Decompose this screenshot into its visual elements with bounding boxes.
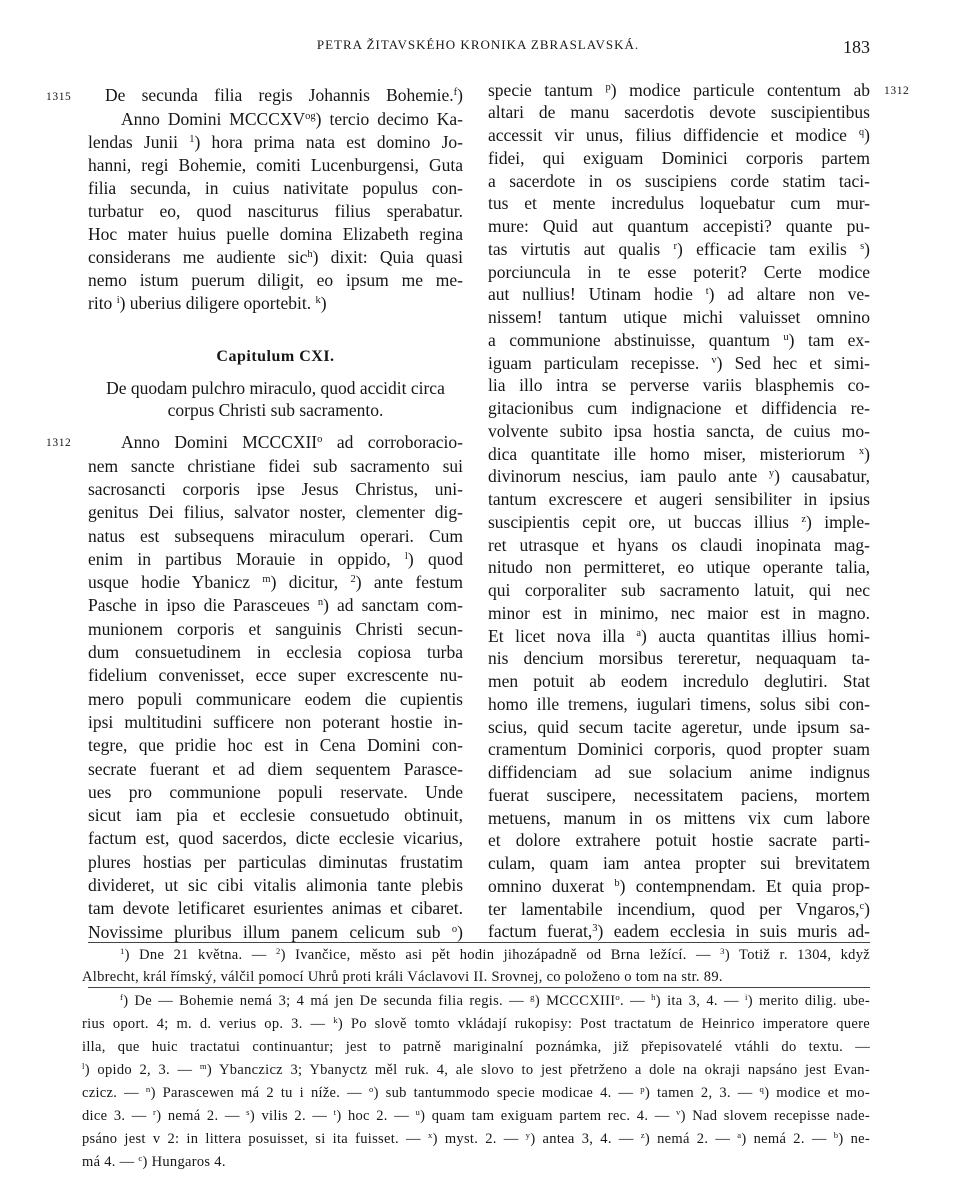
text-line: Pasche in ipso die Parasceues $^n$) ad sanctam com- xyxy=(88,595,463,616)
text-line: lendas Junii $^1$) hora prima nata est domino Jo- xyxy=(88,131,463,152)
margin-year: 1312 xyxy=(884,85,910,97)
text-line: ret utrasque et hyans os claudi inopinata mag- xyxy=(488,534,870,555)
footnote-marker: 1 xyxy=(120,946,125,957)
text-line: tas virtutis aut qualis $^r$) efficacie tam exilis $^s$) xyxy=(488,238,870,259)
footnote-marker: 2 xyxy=(275,946,281,957)
footnote-marker: q xyxy=(759,1083,765,1094)
footnote-line: $^f$) De — Bohemie nemá 3; 4 má jen De secunda filia regis. — $^g$) MCCCXIII$^o$. — $^h$) ita 3, 4. — $^i$) merito dilig. ube- xyxy=(120,991,870,1009)
footnote-divider xyxy=(88,987,870,988)
subtitle-line: De quodam pulchro miraculo, quod accidit circa xyxy=(106,378,445,398)
footnote-marker: 3 xyxy=(592,923,598,935)
text-line: diffidenciam ad sue solacium anime indignus xyxy=(488,762,870,783)
text-line: scius, quid secum tacite ageretur, unde ipsum sa- xyxy=(488,716,870,737)
footnote-marker: f xyxy=(453,87,458,99)
footnote-marker: 1 xyxy=(189,133,195,145)
text-line: sacrosancti corporis ipse Jesus Christus, uni- xyxy=(88,478,463,499)
text-line: Et licet nova illa $^a$) aucta quantitas illius homi- xyxy=(488,625,871,646)
text-line: cramentum Dominici corporis, quod propter suam xyxy=(488,739,870,760)
footnote-marker: a xyxy=(737,1129,742,1140)
chapter-heading: Capitulum CXI. xyxy=(216,348,335,365)
footnote-marker: o xyxy=(305,110,311,122)
textual-footnotes xyxy=(82,990,870,1174)
text-line: factum est, quod sacerdos, dicte ecclesie vicarius, xyxy=(88,828,463,849)
text-line: altari de manu sacerdotis devote suscipientibus xyxy=(488,102,870,123)
text-line: divinorum nescius, iam paulo ante $^y$) causabatur, xyxy=(488,466,871,487)
footnote-marker: o xyxy=(368,1083,374,1094)
footnote-marker: x xyxy=(858,445,865,457)
text-line: omnino duxerat $^b$) contempnendam. Et quia prop- xyxy=(488,875,870,896)
text-line: rito $^i$) uberius diligere oportebit. $^k$) xyxy=(88,293,327,314)
margin-year: 1312 xyxy=(46,437,72,449)
text-line: Anno Domini $MCCCXV^{og}$) tercio decimo Ka- xyxy=(121,108,464,129)
text-line: munionem corporis et sanguinis Christi secun- xyxy=(88,618,463,639)
footnote-marker: n xyxy=(317,597,324,609)
chapter-title xyxy=(88,84,463,107)
footnote-marker: y xyxy=(768,468,775,480)
text-line: homo ille tremens, iugulari timens, solus sibi con- xyxy=(488,693,870,714)
text-line: Novissime pluribus illum panem celicum sub $^o$) xyxy=(88,921,463,942)
editorial-footnotes xyxy=(82,944,870,988)
text-line: enim in partibus Morauie in oppido, $^l$) quod xyxy=(88,548,463,569)
footnote-marker: t xyxy=(333,1106,337,1117)
footnote-marker: o xyxy=(451,923,458,935)
text-line: tegre, que pridie hoc est in Cena Domini con- xyxy=(88,735,463,756)
text-line: mure: Quid aut quantum accepisti? quante pu- xyxy=(488,216,870,237)
text-line: ter lamentabile incendium, quod per Vngaros,$^c$) xyxy=(488,898,870,919)
text-line: gitacionibus cum indignacione et diffidencia re- xyxy=(488,398,870,419)
footnote-line: $^l$) opido 2, 3. — $^m$) Ybanczicz 3; Ybanyctz měl ruk. 4, ale slovo to jest přetrženo a dole na okraji napsáno jest Evan- xyxy=(82,1060,870,1078)
text-line: turbatur eo, quod nasciturus filius sperabatur. xyxy=(88,200,463,221)
text-line: accessit vir unus, filius diffidencie et modice $^q$) xyxy=(488,125,870,146)
text-line: iguam particulam recepisse. $^v$) Sed hec et simi- xyxy=(488,352,871,373)
footnote-marker: u xyxy=(415,1106,421,1117)
text-line: a communione abstinuisse, quantum $^u$) tam ex- xyxy=(488,329,870,350)
chapter-subtitle xyxy=(88,377,463,421)
footnote-marker: c xyxy=(859,900,865,912)
text-line: a sacerdote in os suscipiens corde statim taci- xyxy=(488,170,870,191)
footnote-marker: o xyxy=(615,991,621,1002)
margin-year: 1315 xyxy=(46,91,72,103)
footnote-marker: k xyxy=(315,295,321,307)
footnote-line: rius oport. 4; m. d. verius op. 3. — $^k$) Po slově tomto vkládají rukopisy: Post tractatum de Heinrico imperatore quere xyxy=(82,1014,871,1032)
footnote-marker: r xyxy=(673,241,677,253)
text-line: porciuncula in te esse poterit? Certe modice xyxy=(488,261,870,282)
text-line: tantum excrescere et augeri sensibiliter in ipsius xyxy=(488,489,870,510)
footnote-marker: a xyxy=(636,627,641,639)
text-line: suscipientis cepit ore, ut buccas illius $^z$) imple- xyxy=(488,511,870,532)
footnote-marker: k xyxy=(333,1014,338,1025)
chapter-paragraph-continued xyxy=(488,79,870,944)
text-line: fidei, qui exiguam Dominici corporis partem xyxy=(488,147,870,168)
footnote-line: dice 3. — $^r$) nemá 2. — $^s$) vilis 2. — $^t$) hoc 2. — $^u$) quam tam exiguam partem rec. 4. — $^v$) Nad slovem recepisse nade- xyxy=(82,1106,870,1124)
footnote-marker: p xyxy=(605,81,611,93)
text-line: nis dencium morsibus tereretur, nequaquam ta- xyxy=(488,648,870,669)
text-line: ipsi multitudini sufficere non poterant hostie in- xyxy=(88,711,463,732)
text-line: natus est subsequens miraculum operari. Cum xyxy=(88,525,463,546)
text-line: dica quantitate ille homo miser, misteriorum $^x$) xyxy=(488,443,870,464)
text-line: ues pro communione populi reservate. Unde xyxy=(88,781,463,802)
footnote-line: má 4. — $^c$) Hungaros 4. xyxy=(82,1152,226,1170)
footnote-marker: i xyxy=(744,991,748,1002)
footnote-marker: i xyxy=(116,295,120,307)
footnote-marker: n xyxy=(145,1083,151,1094)
page-number: 183 xyxy=(843,37,870,57)
footnote-marker: s xyxy=(860,241,865,253)
text-line: fidelium convenisset, ecce super excrescente nu- xyxy=(88,665,463,686)
footnote-marker: m xyxy=(262,574,271,586)
footnote-marker: t xyxy=(705,286,709,298)
text-line: qui corporaliter sub sacramento latuit, qui nec xyxy=(488,580,870,601)
footnote-marker: l xyxy=(82,1060,85,1071)
footnote-marker: v xyxy=(676,1106,681,1117)
text-line: tus et mente incredulus loquebatur cum mur- xyxy=(488,193,870,214)
text-line: men potuit ab eodem incredulo deglutiri. Stat xyxy=(488,671,870,692)
text-line: nissem! tantum utique michi valuisset omnino xyxy=(488,307,870,328)
text-line: fuerat suscipere, necessitatem paciens, mortem xyxy=(488,784,870,805)
footnote-divider xyxy=(88,942,870,943)
text-line: minor est in minimo, nec maior est in magno. xyxy=(488,602,870,623)
text-line: usque hodie Ybanicz $^m$) dicitur, $^2$) ante festum xyxy=(88,572,463,593)
subtitle-line: corpus Christi sub sacramento. xyxy=(167,400,384,420)
footnote-marker: x xyxy=(427,1129,433,1140)
text-line: tam devote letificaret esurientes animas et cibaret. xyxy=(88,898,463,919)
text-line: nem sancte christiane fidei sub sacramento sui xyxy=(88,455,463,476)
text-line: metuens, manum in os mittens vix cum labore xyxy=(488,807,870,828)
text-line: secrate fuerant et ad diem sequentem Parasce- xyxy=(88,758,463,779)
text-line: culam, quam iam antea propter sui brevitatem xyxy=(488,853,870,874)
footnote-marker: u xyxy=(783,332,789,344)
footnote-marker: h xyxy=(307,249,313,261)
text-line: nitudo non permitteret, eo utique operante talia, xyxy=(488,557,870,578)
text-line: plures hostias per particulas diminutas frustatim xyxy=(88,851,463,872)
chapter-paragraph xyxy=(88,108,463,316)
footnote-line: illa, que huic tractatui continuantur; jest to patrně mariginalní poznámka, již přepisovatelé vtáhli do textu. — xyxy=(82,1038,870,1055)
text-line: sicut iam pia et ecclesie consuetudo obtinuit, xyxy=(88,805,463,826)
footnote-marker: p xyxy=(640,1083,645,1094)
text-line: factum fuerat,$^3$) eadem ecclesia in suis muris ad- xyxy=(488,921,870,942)
footnote-marker: b xyxy=(614,878,620,890)
footnote-marker: m xyxy=(199,1060,207,1071)
footnote-marker: l xyxy=(404,551,408,563)
footnote-marker: z xyxy=(640,1129,645,1140)
footnote-line: czicz. — $^n$) Parascewen má 2 tu i níže. — $^o$) sub tantummodo specie modicae 4. — $^p$) tamen 2, 3. — $^q$) modice et mo- xyxy=(82,1083,870,1101)
footnote-marker: y xyxy=(525,1129,531,1140)
footnote-marker: b xyxy=(833,1129,839,1140)
footnote-line: Albrecht, král římský, válčil pomocí Uhrů proti králi Václavovi II. Srovnej, co položeno o tom na str. 89. xyxy=(82,969,723,985)
running-head: PETRA ŽITAVSKÉHO KRONIKA ZBRASLAVSKÁ. xyxy=(316,37,640,52)
text-line: et dolore extrahere potuit hostie sacrate parti- xyxy=(488,830,870,851)
chapter-paragraph xyxy=(88,431,463,944)
text-line: nemo istum puerum diligit, eo ipsum me me- xyxy=(88,270,463,291)
text-line: volvente subito ipsa hostia sancta, de cuius mo- xyxy=(488,420,870,441)
footnote-marker: 2 xyxy=(350,574,356,586)
text-line: genitus Dei filius, salvator noster, clementer dig- xyxy=(88,502,463,523)
footnote-marker: g xyxy=(530,991,535,1002)
text-line: hanni, regi Bohemie, comiti Lucenburgensi, Guta xyxy=(88,154,463,175)
footnote-marker: c xyxy=(138,1152,143,1163)
footnote-marker: o xyxy=(317,434,323,446)
text-line: lia illo intra se perverse variis blasphemis co- xyxy=(488,375,870,396)
text-line: divideret, ut sic cibi vitalis alimonia tante plebis xyxy=(88,875,463,896)
footnote-line: $^1$) Dne 21 května. — $^2$) Ivančice, město asi pět hodin jihozápadně od Brna ležící. — $^3$) Totiž r. 1304, když xyxy=(120,946,870,963)
footnote-marker: s xyxy=(246,1106,250,1117)
footnote-marker: z xyxy=(801,514,807,526)
footnote-marker: h xyxy=(651,991,656,1002)
footnote-line: psáno jest v 2: in littera posuisset, si ita fuisset. — $^x$) myst. 2. — $^y$) antea 3, 4. — $^z$) nemá 2. — $^a$) nemá 2. — $^b$) ne- xyxy=(82,1129,871,1147)
text-line: filia secunda, in cuius nativitate populus con- xyxy=(88,177,463,198)
footnote-marker: 3 xyxy=(720,946,725,957)
footnote-marker: q xyxy=(858,127,865,139)
text-line: dum consuetudinem in ecclesia copiosa turba xyxy=(88,642,463,663)
text-line: De secunda filia regis Johannis Bohemie.$^f$) xyxy=(105,85,463,106)
footnote-marker: g xyxy=(310,110,316,122)
text-line: Hoc mater huius puelle domina Elizabeth regina xyxy=(88,223,463,244)
text-line: aut nullius! Utinam hodie $^t$) ad altare non ve- xyxy=(488,284,870,305)
text-line: specie tantum $^p$) modice particule contentum ab xyxy=(488,79,870,100)
footnote-marker: r xyxy=(153,1106,157,1117)
text-line: Anno Domini MCCCXII$^o$ ad corroboracio- xyxy=(121,432,463,453)
footnote-marker: f xyxy=(120,991,124,1002)
text-line: considerans me audiente sic$^h$) dixit: Quia quasi xyxy=(88,247,463,268)
text-line: mero populi communicare eodem die cupientis xyxy=(88,688,463,709)
footnote-marker: v xyxy=(711,354,717,366)
